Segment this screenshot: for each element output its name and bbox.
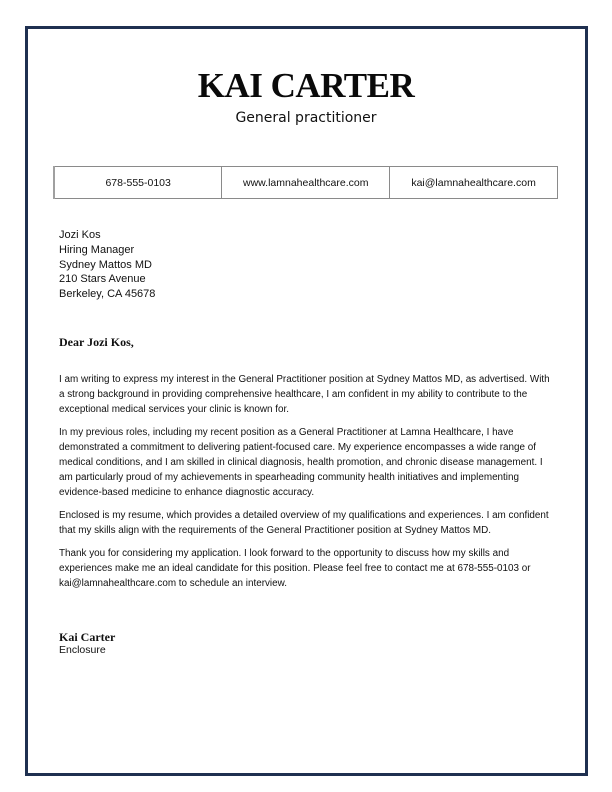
applicant-name: KAI CARTER — [197, 66, 415, 105]
recipient-street: 210 Stars Avenue — [59, 273, 146, 286]
recipient-company: Sydney Mattos MD — [59, 258, 152, 271]
recipient-name: Jozi Kos — [59, 229, 101, 241]
letter-paragraph-4: Thank you for considering my application. I look forward to the opportunity to discuss how my skills and experiences make me an ideal candidate for this position. Please feel free to contact me at 678-555-0103 or kai@lamnahealthcare.com to schedule an interview. — [59, 548, 531, 589]
contact-website[interactable]: www.lamnahealthcare.com — [222, 167, 390, 199]
letter-paragraph-2: In my previous roles, including my recent position as a General Practitioner at Lamna Healthcare, I have demonstrated a commitment to delivering patient-focused care. My experience encompasses a wide range of medical conditions, and I am skilled in clinical diagnosis, health promotion, and chronic disease management. I am particularly proud of my achievements in spearheading community health initiatives and implementing evidence-based medicine to enhance diagnostic accuracy. — [59, 427, 543, 498]
recipient-address-block — [59, 228, 155, 302]
contact-info-table — [53, 166, 558, 199]
enclosure-note: Enclosure — [59, 644, 106, 656]
applicant-title: General practitioner — [235, 110, 377, 126]
recipient-city: Berkeley, CA 45678 — [59, 288, 156, 301]
contact-row — [54, 167, 558, 199]
signature-name: Kai Carter — [59, 630, 116, 644]
signature-block — [59, 630, 115, 657]
contact-email[interactable]: kai@lamnahealthcare.com — [390, 167, 558, 199]
letter-paragraph-3: Enclosed is my resume, which provides a detailed overview of my qualifications and experiences. I am confident that my skills align with the requirements of the General Practitioner position at Sydney Mattos MD. — [59, 510, 549, 536]
letter-paragraph-1: I am writing to express my interest in the General Practitioner position at Sydney Mattos MD, as advertised. With a strong background in providing comprehensive healthcare, I am confident in my ability to contribute to the exceptional medical services your clinic is known for. — [59, 374, 550, 415]
salutation: Dear Jozi Kos, — [59, 335, 134, 349]
letter-body — [59, 372, 557, 599]
contact-phone: 678-555-0103 — [54, 167, 222, 199]
recipient-position: Hiring Manager — [59, 243, 135, 256]
